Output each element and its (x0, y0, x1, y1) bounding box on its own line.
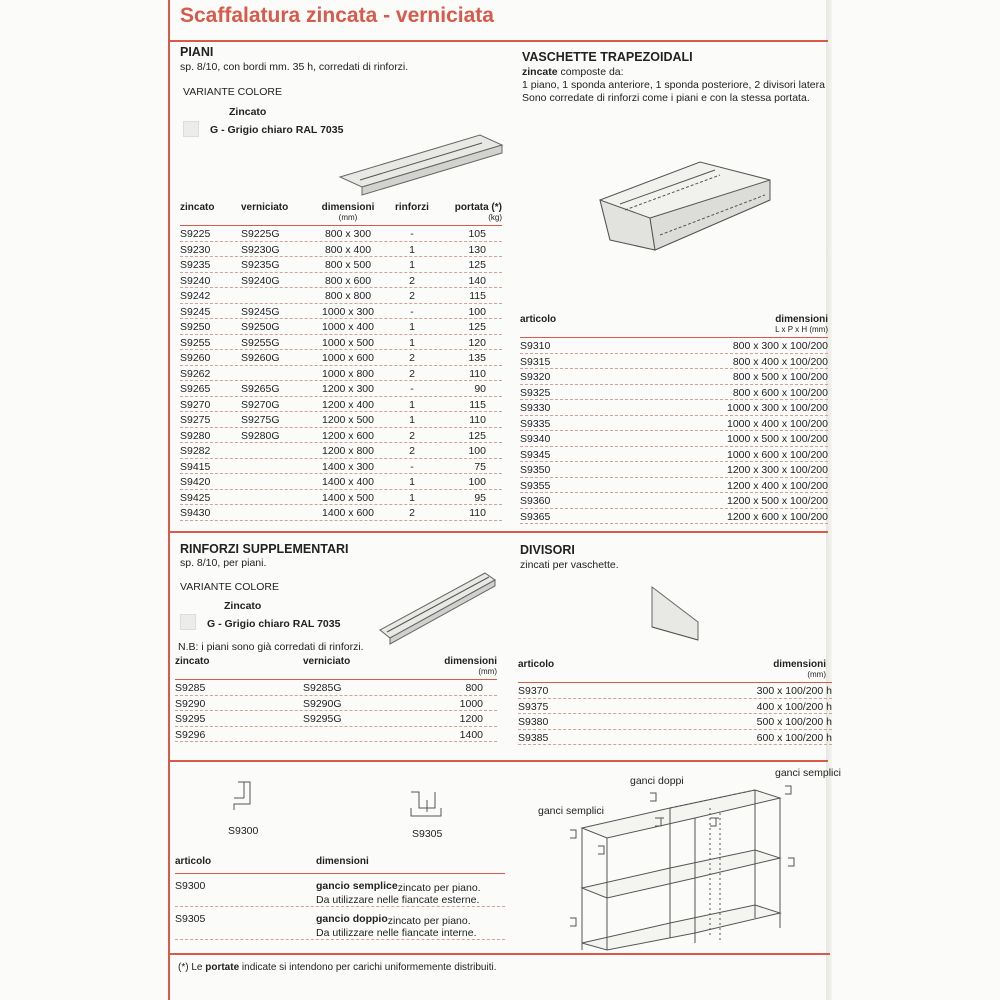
table-row (520, 416, 828, 432)
col-verniciato: verniciato (303, 656, 351, 667)
table-row (180, 381, 502, 397)
table-row (175, 907, 505, 940)
col-zincato: zincato (180, 202, 215, 213)
cell-portata: 75 (474, 460, 486, 473)
cell-zincato: S9282 (180, 445, 211, 457)
table-row (520, 431, 828, 447)
dimensioni-text: dimensioni (444, 656, 497, 667)
table-row (180, 397, 502, 413)
cell-dimensioni: 1200 x 500 (322, 414, 374, 426)
cell-dimensioni: 1200 x 300 x 100/200 (726, 464, 828, 476)
table-row (180, 459, 502, 475)
cell-dimensioni: 800 x 600 (324, 274, 372, 287)
cell-zincato: S9245 (180, 305, 211, 318)
cell-dimensioni: 300 x 100/200 h (756, 685, 832, 697)
cell-portata: 125 (468, 259, 486, 271)
ganci-table (175, 856, 505, 940)
table-row (180, 366, 502, 382)
col-articolo: articolo (520, 314, 557, 325)
cell-portata: 110 (469, 414, 486, 426)
vaschette-line1 (522, 66, 624, 78)
cell-rinforzi: 2 (409, 367, 415, 380)
cell-verniciato: S9225G (241, 228, 280, 240)
portata-text: portata (*) (454, 202, 502, 213)
cell-rinforzi: 1 (409, 398, 415, 411)
cell-dimensioni: 800 x 800 (324, 290, 372, 302)
cell-verniciato: S9295G (303, 713, 342, 725)
cell-articolo: S9375 (518, 700, 549, 713)
cell-dimensioni: 1000 x 800 (322, 367, 374, 380)
piani-heading: PIANI (180, 45, 214, 59)
cell-portata: 100 (468, 476, 486, 488)
cell-verniciato: S9265G (241, 383, 280, 395)
cell-zincato: S9235 (180, 259, 211, 271)
rinforzi-table (175, 656, 497, 742)
cell-zincato: S9260 (180, 352, 211, 364)
cell-dimensioni: 800 x 300 x 100/200 (732, 340, 828, 352)
vaschette-line3: Sono corredate di rinforzi come i piani e con la stessa portata. (522, 92, 810, 104)
cell-verniciato: S9285G (303, 682, 342, 694)
cell-verniciato: S9235G (241, 259, 280, 271)
cell-zincato: S9290 (175, 697, 206, 710)
cell-articolo: S9300 (175, 880, 206, 892)
diagram-label-ganci-semplici-left: ganci semplici (538, 805, 604, 817)
cell-dimensioni: 1200 x 300 (322, 383, 374, 395)
cell-portata: 90 (474, 383, 486, 395)
cell-portata: 110 (469, 367, 486, 380)
table-row (520, 493, 828, 509)
cell-rinforzi: 2 (409, 429, 415, 442)
table-row (180, 474, 502, 490)
cell-portata: 130 (468, 243, 486, 256)
cell-portata: 140 (468, 274, 486, 287)
cell-rinforzi: - (410, 305, 414, 318)
cell-dimensioni: 1200 x 400 (322, 398, 374, 411)
table-row (520, 338, 828, 354)
cell-description-line2: Da utilizzare nelle fiancate interne. (316, 927, 477, 939)
divisori-table-header (518, 659, 832, 683)
cell-rinforzi: 1 (409, 243, 415, 256)
footnote (178, 962, 497, 974)
table-row (180, 505, 502, 521)
double-hook-icon (405, 786, 445, 822)
cell-verniciato: S9250G (241, 321, 280, 333)
cell-dimensioni: 800 x 500 x 100/200 (732, 371, 828, 383)
table-row (180, 242, 502, 258)
vaschette-rows (520, 338, 828, 524)
cell-dimensioni: 1000 x 400 x 100/200 (726, 417, 828, 430)
col-articolo: articolo (175, 856, 212, 867)
cell-verniciato: S9240G (241, 274, 280, 287)
cell-rinforzi: 2 (409, 290, 415, 302)
table-row (180, 350, 502, 366)
cell-dimensioni: 1200 x 800 (322, 445, 374, 457)
cell-portata: 125 (468, 429, 486, 442)
cell-articolo: S9365 (520, 510, 551, 523)
rinforzi-table-header (175, 656, 497, 680)
piani-grigio-label: G - Grigio chiaro RAL 7035 (210, 124, 344, 136)
cell-zincato: S9265 (180, 383, 211, 395)
piani-zincato-label: Zincato (229, 106, 267, 118)
cell-dimensioni: 600 x 100/200 h (756, 731, 832, 744)
single-hook-icon (228, 778, 262, 814)
hook-s9305-label: S9305 (412, 828, 443, 840)
cell-zincato: S9295 (175, 713, 206, 725)
cell-portata: 115 (469, 398, 486, 411)
table-row (180, 319, 502, 335)
ganci-rows (175, 874, 505, 940)
table-row (180, 226, 502, 242)
cell-portata: 110 (469, 507, 486, 519)
title-rule (168, 40, 828, 42)
cell-zincato: S9225 (180, 228, 211, 240)
rinforzi-heading: RINFORZI SUPPLEMENTARI (180, 542, 349, 556)
cell-rinforzi: 2 (409, 507, 415, 519)
rinforzi-grigio-label: G - Grigio chiaro RAL 7035 (207, 618, 341, 630)
dimensioni-unit: L x P x H (mm) (775, 325, 828, 334)
cell-dimensioni: 1000 (459, 697, 483, 710)
cell-dimensioni: 1400 x 600 (322, 507, 374, 519)
cell-articolo: S9305 (175, 913, 206, 925)
divisori-heading: DIVISORI (520, 543, 575, 557)
cell-rinforzi: - (410, 460, 414, 473)
table-row (520, 478, 828, 494)
cell-zincato: S9280 (180, 429, 211, 442)
piani-rows (180, 226, 502, 521)
rinforzi-nb-note: N.B: i piani sono già corredati di rinforzi. (178, 641, 364, 653)
table-row (175, 874, 505, 907)
table-row (180, 273, 502, 289)
grey-color-swatch (183, 121, 199, 137)
vaschette-line1-rest: composte da: (557, 66, 624, 78)
cell-dimensioni: 1000 x 600 x 100/200 (726, 448, 828, 461)
piani-variante-label: VARIANTE COLORE (183, 86, 282, 98)
col-dimensioni (444, 656, 497, 676)
cell-zincato: S9250 (180, 321, 211, 333)
divider-plate (652, 587, 698, 640)
table-row (520, 400, 828, 416)
cell-dimensioni: 1200 x 600 x 100/200 (726, 510, 828, 523)
table-row (180, 428, 502, 444)
cell-dimensioni: 1200 x 400 x 100/200 (726, 479, 828, 492)
cell-dimensioni: 1000 x 600 (322, 352, 374, 364)
cell-dimensioni: 1200 (459, 713, 483, 725)
table-row (180, 288, 502, 304)
table-row (175, 711, 497, 727)
vaschette-table-header (520, 314, 828, 338)
dimensioni-unit: (mm) (478, 667, 497, 676)
table-row (520, 369, 828, 385)
cell-articolo: S9335 (520, 417, 551, 430)
table-row (180, 490, 502, 506)
cell-articolo: S9310 (520, 340, 551, 352)
cell-dimensioni: 800 x 400 x 100/200 (732, 355, 828, 368)
col-rinforzi: rinforzi (395, 202, 429, 213)
cell-dimensioni: 1000 x 500 (322, 336, 374, 349)
cell-portata: 115 (469, 290, 486, 302)
footnote-rule (168, 953, 830, 955)
cell-articolo: S9380 (518, 716, 549, 728)
cell-rinforzi: 2 (409, 445, 415, 457)
diagram-label-ganci-semplici-top: ganci semplici (775, 767, 841, 779)
cell-rinforzi: 1 (409, 259, 415, 271)
cell-articolo: S9350 (520, 464, 551, 476)
divisori-description: zincati per vaschette. (520, 559, 619, 571)
cell-zincato: S9262 (180, 367, 211, 380)
cell-zincato: S9270 (180, 398, 211, 411)
cell-articolo: S9385 (518, 731, 549, 744)
cell-verniciato: S9245G (241, 305, 280, 318)
table-row (180, 443, 502, 459)
piani-table-header (180, 202, 502, 226)
table-row (518, 730, 832, 746)
piani-description: sp. 8/10, con bordi mm. 35 h, corredati di rinforzi. (180, 61, 409, 73)
cell-zincato: S9420 (180, 476, 211, 488)
cell-articolo: S9325 (520, 386, 551, 399)
rinforzi-variante-label: VARIANTE COLORE (180, 581, 279, 593)
cell-articolo: S9355 (520, 479, 551, 492)
cell-dimensioni: 800 x 500 (324, 259, 372, 271)
cell-articolo: S9360 (520, 495, 551, 507)
cell-verniciato: S9290G (303, 697, 342, 710)
cell-rinforzi: 1 (409, 321, 415, 333)
table-row (518, 699, 832, 715)
table-row (520, 509, 828, 525)
divisori-rows (518, 683, 832, 745)
table-row (520, 447, 828, 463)
cell-portata: 125 (468, 321, 486, 333)
cell-dimensioni: 1400 x 300 (322, 460, 374, 473)
cell-zincato: S9242 (180, 290, 211, 302)
page-title: Scaffalatura zincata - verniciata (180, 4, 494, 27)
cell-zincato: S9425 (180, 491, 211, 504)
cell-portata: 120 (468, 336, 486, 349)
cell-articolo: S9320 (520, 371, 551, 383)
description-bold: gancio semplice (316, 880, 398, 892)
cell-articolo: S9315 (520, 355, 551, 368)
cell-articolo: S9345 (520, 448, 551, 461)
cell-rinforzi: 1 (409, 491, 415, 504)
dimensioni-unit: (mm) (807, 670, 826, 679)
cell-rinforzi: 1 (409, 414, 415, 426)
description-rest: zincato per piano. (387, 915, 471, 927)
table-row (175, 727, 497, 743)
table-row (520, 354, 828, 370)
cell-zincato: S9240 (180, 274, 211, 287)
cell-portata: 100 (468, 305, 486, 318)
cell-dimensioni: 800 x 600 x 100/200 (732, 386, 828, 399)
cell-dimensioni: 1000 x 500 x 100/200 (726, 433, 828, 445)
col-verniciato: verniciato (241, 202, 289, 213)
cell-dimensioni: 1200 x 600 (322, 429, 374, 442)
col-dimensioni (308, 202, 388, 222)
rinforzi-description: sp. 8/10, per piani. (180, 557, 267, 569)
cell-rinforzi: - (410, 383, 414, 395)
footnote-post: indicate si intendono per carichi uniformemente distribuiti. (239, 962, 497, 973)
table-row (180, 412, 502, 428)
tray-illustration (590, 140, 780, 255)
table-row (520, 385, 828, 401)
vaschette-table (520, 314, 828, 524)
cell-zincato: S9255 (180, 336, 211, 349)
cell-zincato: S9285 (175, 682, 206, 694)
table-row (180, 257, 502, 273)
footnote-pre: (*) Le (178, 962, 206, 973)
left-margin-line (168, 0, 170, 1000)
col-dimensioni: dimensioni (316, 856, 369, 867)
vaschette-line1-bold: zincate (522, 66, 558, 78)
portata-unit: (kg) (488, 213, 502, 222)
cell-verniciato: S9275G (241, 414, 280, 426)
rinforzi-rows (175, 680, 497, 742)
cell-verniciato: S9260G (241, 352, 280, 364)
cell-dimensioni: 1000 x 300 x 100/200 (726, 402, 828, 414)
dimensioni-text: dimensioni (773, 659, 826, 670)
cell-portata: 105 (468, 228, 486, 240)
cell-articolo: S9370 (518, 685, 549, 697)
hook-s9300-label: S9300 (228, 825, 259, 837)
cell-zincato: S9430 (180, 507, 211, 519)
table-row (520, 462, 828, 478)
cell-portata: 135 (468, 352, 486, 364)
divisori-table (518, 659, 832, 745)
dimensioni-text: dimensioni (321, 202, 375, 213)
bar-side (390, 580, 495, 644)
cell-articolo: S9330 (520, 402, 551, 414)
reinforcement-illustration (375, 568, 505, 648)
cell-description-line2: Da utilizzare nelle fiancate esterne. (316, 894, 480, 906)
cell-verniciato: S9280G (241, 429, 280, 442)
col-zincato: zincato (175, 656, 210, 667)
cell-description-line1 (316, 880, 481, 894)
section-rule-middle (168, 531, 828, 533)
col-articolo: articolo (518, 659, 555, 670)
table-row (180, 304, 502, 320)
cell-verniciato: S9270G (241, 398, 280, 411)
cell-dimensioni: 400 x 100/200 h (756, 700, 832, 713)
cell-rinforzi: 1 (409, 476, 415, 488)
cell-portata: 95 (474, 491, 486, 504)
cell-verniciato: S9255G (241, 336, 280, 349)
divider-illustration (640, 582, 710, 652)
cell-rinforzi: - (410, 228, 414, 240)
col-dimensioni (773, 659, 826, 679)
cell-dimensioni: 1200 x 500 x 100/200 (726, 495, 828, 507)
cell-dimensioni: 800 x 300 (324, 228, 372, 240)
vaschette-line2: 1 piano, 1 sponda anteriore, 1 sponda posteriore, 2 divisori latera (522, 79, 825, 91)
cell-dimensioni: 1400 x 400 (322, 476, 374, 488)
cell-zincato: S9275 (180, 414, 211, 426)
cell-dimensioni: 800 x 400 (324, 243, 372, 256)
vaschette-heading: VASCHETTE TRAPEZOIDALI (522, 50, 693, 64)
cell-portata: 100 (468, 445, 486, 457)
table-row (175, 696, 497, 712)
table-row (175, 680, 497, 696)
diagram-label-ganci-doppi: ganci doppi (630, 775, 684, 787)
grey-color-swatch (180, 614, 196, 630)
cell-description-line1 (316, 913, 471, 927)
dimensioni-text: dimensioni (775, 314, 828, 325)
rinforzi-zincato-label: Zincato (224, 600, 262, 612)
shelf-illustration (330, 125, 510, 195)
table-row (518, 714, 832, 730)
ganci-table-header (175, 856, 505, 874)
cell-dimensioni: 1000 x 300 (322, 305, 374, 318)
shelving-unit-diagram (550, 778, 826, 950)
cell-dimensioni: 1400 x 500 (322, 491, 374, 504)
cell-dimensioni: 1000 x 400 (322, 321, 374, 333)
cell-verniciato: S9230G (241, 243, 280, 256)
cell-rinforzi: 2 (409, 274, 415, 287)
table-row (180, 335, 502, 351)
description-rest: zincato per piano. (397, 882, 481, 894)
dimensioni-unit: (mm) (338, 213, 358, 222)
table-row (518, 683, 832, 699)
cell-rinforzi: 2 (409, 352, 415, 364)
col-dimensioni (775, 314, 828, 334)
cell-zincato: S9230 (180, 243, 211, 256)
col-portata (438, 202, 502, 222)
footnote-bold: portate (205, 962, 240, 973)
description-bold: gancio doppio (316, 913, 388, 925)
cell-dimensioni: 800 (465, 682, 483, 694)
piani-table (180, 202, 502, 521)
cell-zincato: S9415 (180, 460, 211, 473)
cell-dimensioni: 1400 (459, 728, 483, 741)
cell-rinforzi: 1 (409, 336, 415, 349)
cell-dimensioni: 500 x 100/200 h (756, 716, 832, 728)
cell-zincato: S9296 (175, 728, 206, 741)
cell-articolo: S9340 (520, 433, 551, 445)
section-rule-lower (168, 760, 828, 762)
